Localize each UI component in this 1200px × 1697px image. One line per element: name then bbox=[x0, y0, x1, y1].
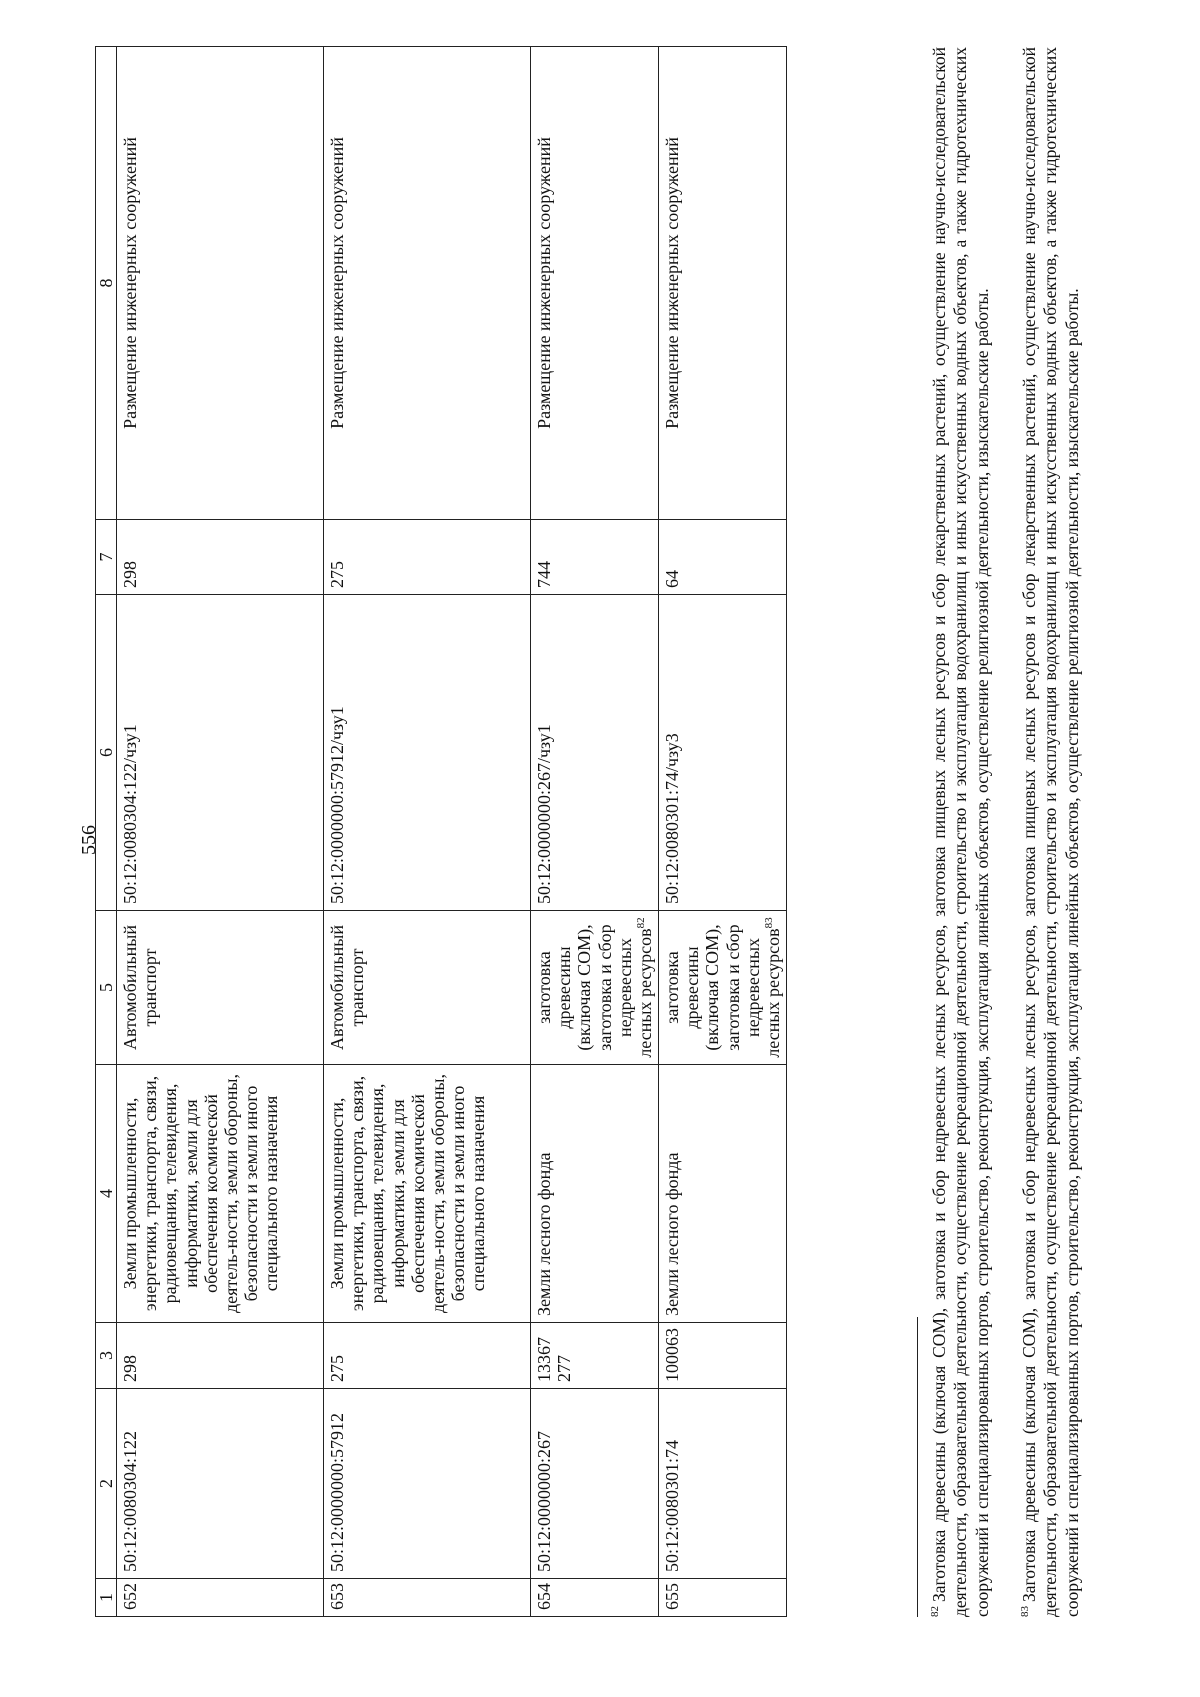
col-header-2: 2 bbox=[96, 1389, 117, 1579]
area: 275 bbox=[324, 1323, 531, 1389]
area: 100063 bbox=[659, 1323, 787, 1389]
part-cadastral-number: 50:12:0000000:57912/чзу1 bbox=[324, 595, 531, 911]
land-category: Земли промышленности, энергетики, транспорта, связи, радиовещания, телевидения, информатики, земли для обеспечения космической деятель-ности, земли обороны, безопасности и земли иного специального назначения bbox=[324, 1065, 531, 1323]
col-header-7: 7 bbox=[96, 520, 117, 595]
part-cadastral-number: 50:12:0080301:74/чзу3 bbox=[659, 595, 787, 911]
part-area: 744 bbox=[531, 520, 659, 595]
footnote-text: Заготовка древесины (включая СОМ), заготовка и сбор недревесных лесных ресурсов, заготовка пищевых лесных ресурсов и сбор лекарственных растений, осуществление научно-исследовательской деятельности, образовательной деятельности, осуществление рекреационной деятельности, строительство и эксплуатация водохранилищ и иных искусственных водных объектов, а также гидротехнических сооружений и специализированных портов, строительство, реконструкция, эксплуатация линейных объектов, осуществление религиозной деятельности, изыскательские работы. bbox=[928, 47, 992, 1617]
table-row bbox=[324, 47, 531, 1617]
page-number: 556 bbox=[78, 825, 100, 855]
col-header-6: 6 bbox=[96, 595, 117, 911]
footnote-mark: 82 bbox=[929, 1606, 941, 1617]
part-area: 298 bbox=[117, 520, 324, 595]
table-row bbox=[659, 47, 787, 1617]
purpose: Размещение инженерных сооружений bbox=[324, 47, 531, 520]
area: 13367277 bbox=[531, 1323, 659, 1389]
land-category: Земли лесного фонда bbox=[531, 1065, 659, 1323]
part-area: 64 bbox=[659, 520, 787, 595]
part-cadastral-number: 50:12:0000000:267/чзу1 bbox=[531, 595, 659, 911]
cadastral-number: 50:12:0000000:267 bbox=[531, 1389, 659, 1579]
col-header-5: 5 bbox=[96, 911, 117, 1065]
footnote bbox=[1015, 47, 1083, 1617]
purpose: Размещение инженерных сооружений bbox=[531, 47, 659, 520]
footnote bbox=[925, 47, 993, 1617]
row-number: 653 bbox=[324, 1579, 531, 1617]
land-plots-table bbox=[95, 46, 787, 1617]
footnote-text: Заготовка древесины (включая СОМ), заготовка и сбор недревесных лесных ресурсов, заготовка пищевых лесных ресурсов и сбор лекарственных растений, осуществление научно-исследовательской деятельности, образовательной деятельности, осуществление рекреационной деятельности, строительство и эксплуатация водохранилищ и иных искусственных водных объектов, а также гидротехнических сооружений и специализированных портов, строительство, реконструкция, эксплуатация линейных объектов, осуществление религиозной деятельности, изыскательские работы. bbox=[1018, 47, 1082, 1617]
col-header-3: 3 bbox=[96, 1323, 117, 1389]
footnote-ref: 83 bbox=[762, 917, 775, 929]
land-category: Земли промышленности, энергетики, транспорта, связи, радиовещания, телевидения, информатики, земли для обеспечения космической деятель-ности, земли обороны, безопасности и земли иного специального назначения bbox=[117, 1065, 324, 1323]
permitted-use-text: Автомобильный транспорт bbox=[327, 924, 368, 1051]
col-header-1: 1 bbox=[96, 1579, 117, 1617]
cadastral-number: 50:12:0000000:57912 bbox=[324, 1389, 531, 1579]
permitted-use-text: заготовка древесины (включая СОМ), заготовка и сбор недревесных лесных ресурсов bbox=[662, 924, 783, 1058]
table-row bbox=[117, 47, 324, 1617]
footnote-mark: 83 bbox=[1019, 1606, 1031, 1617]
part-area: 275 bbox=[324, 520, 531, 595]
footnote-separator bbox=[917, 1317, 918, 1617]
col-header-4: 4 bbox=[96, 1065, 117, 1323]
table-row bbox=[531, 47, 659, 1617]
table-header-row bbox=[96, 47, 117, 1617]
permitted-use-text: заготовка древесины (включая СОМ), заготовка и сбор недревесных лесных ресурсов bbox=[534, 924, 655, 1058]
permitted-use bbox=[659, 911, 787, 1065]
col-header-8: 8 bbox=[96, 47, 117, 520]
purpose: Размещение инженерных сооружений bbox=[659, 47, 787, 520]
purpose: Размещение инженерных сооружений bbox=[117, 47, 324, 520]
area: 298 bbox=[117, 1323, 324, 1389]
permitted-use bbox=[324, 911, 531, 1065]
permitted-use bbox=[117, 911, 324, 1065]
footnote-ref: 82 bbox=[634, 917, 647, 929]
land-category: Земли лесного фонда bbox=[659, 1065, 787, 1323]
row-number: 654 bbox=[531, 1579, 659, 1617]
part-cadastral-number: 50:12:0080304:122/чзу1 bbox=[117, 595, 324, 911]
permitted-use-text: Автомобильный транспорт bbox=[120, 924, 161, 1051]
cadastral-number: 50:12:0080301:74 bbox=[659, 1389, 787, 1579]
cadastral-number: 50:12:0080304:122 bbox=[117, 1389, 324, 1579]
permitted-use bbox=[531, 911, 659, 1065]
row-number: 652 bbox=[117, 1579, 324, 1617]
row-number: 655 bbox=[659, 1579, 787, 1617]
